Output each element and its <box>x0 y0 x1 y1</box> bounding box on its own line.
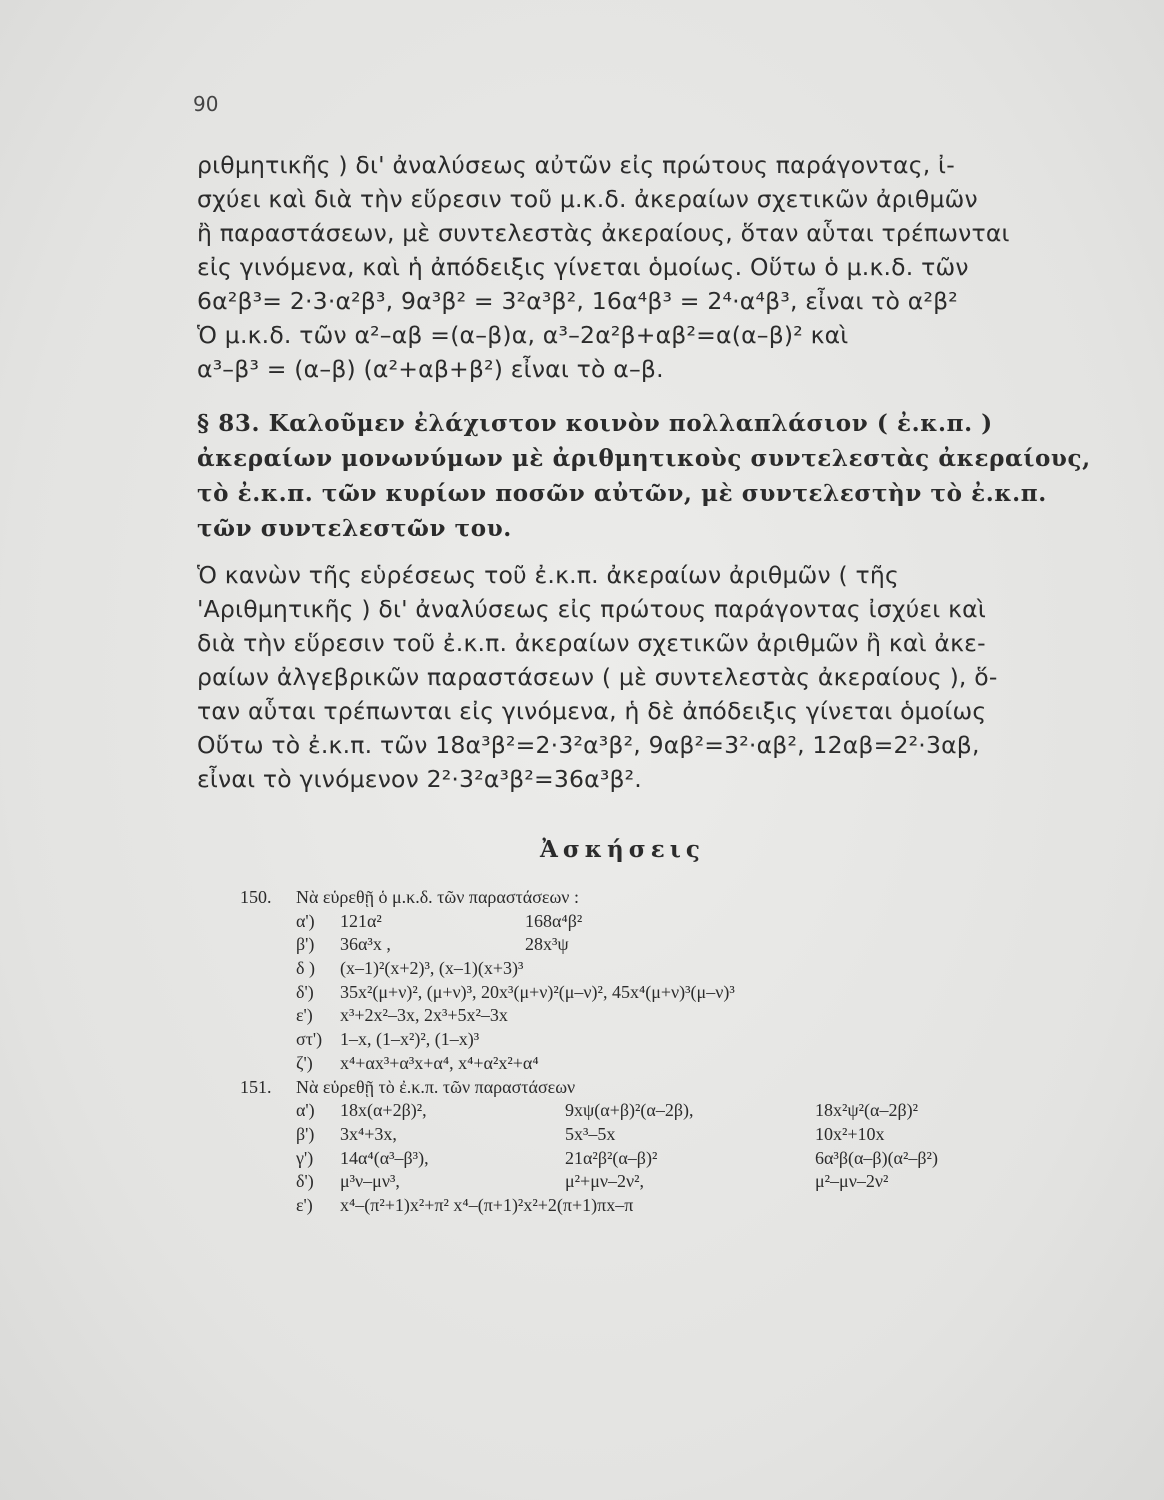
text-line: 'Αριθμητικῆς ) δι' ἀναλύσεως εἰς πρώτους παράγοντας ἰσχύει καὶ <box>197 595 987 623</box>
text-line: α³–β³ = (α–β) (α²+αβ+β²) εἶναι τὸ α–β. <box>197 355 664 383</box>
text-line: ἀκεραίων μονωνύμων μὲ ἀριθμητικοὺς συντελεστὰς ἀκεραίους, <box>197 445 1091 472</box>
exercise-row <box>240 1004 1100 1028</box>
expression: 18x(α+2β)², <box>340 1100 427 1121</box>
text-line: ἢ παραστάσεων, μὲ συντελεστὰς ἀκεραίους, ὅταν αὗται τρέπωνται <box>197 219 1010 247</box>
row-label: δ') <box>296 981 314 1002</box>
row-label: β') <box>296 934 315 955</box>
expression: μ²+μν–2ν², <box>565 1171 645 1192</box>
text-line: τῶν συντελεστῶν του. <box>197 515 512 542</box>
paragraph-gcd-continuation <box>197 148 1107 386</box>
expression: (x–1)²(x+2)³, (x–1)(x+3)³ <box>340 958 524 979</box>
row-label: α') <box>296 910 315 931</box>
expression: 18x²ψ²(α–2β)² <box>815 1100 919 1121</box>
row-label: δ') <box>296 1171 314 1192</box>
exercise-150-title <box>240 886 1100 910</box>
text-line: εἰς γινόμενα, καὶ ἡ ἀπόδειξις γίνεται ὁμοίως. Οὕτω ὁ μ.κ.δ. τῶν <box>197 253 969 281</box>
exercise-row <box>240 1123 1100 1147</box>
expression: 35x²(μ+ν)², (μ+ν)³, 20x³(μ+ν)²(μ–ν)², 45x⁴(μ+ν)³(μ–ν)³ <box>340 981 735 1002</box>
exercise-row <box>240 1099 1100 1123</box>
expression: 121α² <box>340 910 382 931</box>
row-label: β') <box>296 1123 315 1144</box>
text-line: τὸ ἐ.κ.π. τῶν κυρίων ποσῶν αὐτῶν, μὲ συντελεστὴν τὸ ἐ.κ.π. <box>197 480 1047 507</box>
exercises-heading: Ἀσκήσεις <box>540 836 705 863</box>
text-line: διὰ τὴν εὕρεσιν τοῦ ἐ.κ.π. ἀκεραίων σχετικῶν ἀριθμῶν ἢ καὶ ἀκε- <box>197 629 986 657</box>
exercise-row <box>240 1194 1100 1218</box>
exercise-number: 151. <box>240 1076 272 1097</box>
text-line: § 83. Καλοῦμεν ἐλάχιστον κοινὸν πολλαπλάσιον ( ἐ.κ.π. ) <box>197 410 993 437</box>
text-line: εἶναι τὸ γινόμενον 2²·3²α³β²=36α³β². <box>197 765 642 793</box>
exercise-row <box>240 1147 1100 1171</box>
expression: 9xψ(α+β)²(α–2β), <box>565 1100 694 1121</box>
row-label: ζ') <box>296 1052 313 1073</box>
exercise-151-title <box>240 1076 1100 1100</box>
expression: 6α³β(α–β)(α²–β²) <box>815 1147 938 1168</box>
row-label: ε') <box>296 1005 313 1026</box>
expression: 3x⁴+3x, <box>340 1123 397 1144</box>
row-label: δ ) <box>296 958 315 979</box>
expression: 10x²+10x <box>815 1123 885 1144</box>
text-line: ταν αὗται τρέπωνται εἰς γινόμενα, ἡ δὲ ἀπόδειξις γίνεται ὁμοίως <box>197 697 987 725</box>
section-83-definition <box>197 406 1107 546</box>
expression: 36α³x , <box>340 934 391 955</box>
row-label: γ') <box>296 1147 314 1168</box>
text-line: Οὕτω τὸ ἐ.κ.π. τῶν 18α³β²=2·3²α³β², 9αβ²=3²·αβ², 12αβ=2²·3αβ, <box>197 731 980 759</box>
row-label: στ') <box>296 1029 323 1050</box>
exercise-number: 150. <box>240 887 272 907</box>
expression: x⁴+αx³+α³x+α⁴, x⁴+α²x²+α⁴ <box>340 1052 539 1073</box>
exercise-instruction: Νὰ εὑρεθῇ τὸ ἐ.κ.π. τῶν παραστάσεων <box>296 1076 576 1097</box>
text-line: Ὁ μ.κ.δ. τῶν α²–αβ =(α–β)α, α³–2α²β+αβ²=α(α–β)² καὶ <box>197 321 849 349</box>
exercises-list <box>240 886 1100 1218</box>
expression: μ²–μν–2ν² <box>815 1171 889 1192</box>
exercise-instruction: Νὰ εὑρεθῇ ὁ μ.κ.δ. τῶν παραστάσεων : <box>296 887 579 907</box>
expression: 1–x, (1–x²)², (1–x)³ <box>340 1029 480 1050</box>
expression: 5x³–5x <box>565 1123 616 1144</box>
paragraph-lcm-rule <box>197 558 1107 796</box>
expression: x³+2x²–3x, 2x³+5x²–3x <box>340 1005 508 1026</box>
page-number: 90 <box>193 92 219 116</box>
exercise-row <box>240 981 1100 1005</box>
text-line: ριθμητικῆς ) δι' ἀναλύσεως αὐτῶν εἰς πρώτους παράγοντας, ἰ- <box>197 151 955 179</box>
exercise-row <box>240 957 1100 981</box>
expression: μ³ν–μν³, <box>340 1171 400 1192</box>
exercise-row <box>240 1052 1100 1076</box>
row-label: ε') <box>296 1194 313 1215</box>
text-line: σχύει καὶ διὰ τὴν εὕρεσιν τοῦ μ.κ.δ. ἀκεραίων σχετικῶν ἀριθμῶν <box>197 185 978 213</box>
exercise-row <box>240 1170 1100 1194</box>
text-line: ραίων ἀλγεβρικῶν παραστάσεων ( μὲ συντελεστὰς ἀκεραίους ), ὅ- <box>197 663 998 691</box>
expression: 21α²β²(α–β)² <box>565 1147 658 1168</box>
expression: 14α⁴(α³–β³), <box>340 1147 429 1168</box>
row-label: α') <box>296 1100 315 1121</box>
expression: 168α⁴β² <box>525 910 583 931</box>
text-line: 6α²β³= 2·3·α²β³, 9α³β² = 3²α³β², 16α⁴β³ = 2⁴·α⁴β³, εἶναι τὸ α²β² <box>197 287 958 315</box>
exercise-row <box>240 1028 1100 1052</box>
expression: x⁴–(π²+1)x²+π² x⁴–(π+1)²x²+2(π+1)πx–π <box>340 1194 634 1215</box>
text-line: Ὁ κανὼν τῆς εὑρέσεως τοῦ ἐ.κ.π. ἀκεραίων ἀριθμῶν ( τῆς <box>197 561 899 589</box>
exercise-row <box>240 933 1100 957</box>
exercise-row <box>240 910 1100 934</box>
expression: 28x³ψ <box>525 934 569 955</box>
